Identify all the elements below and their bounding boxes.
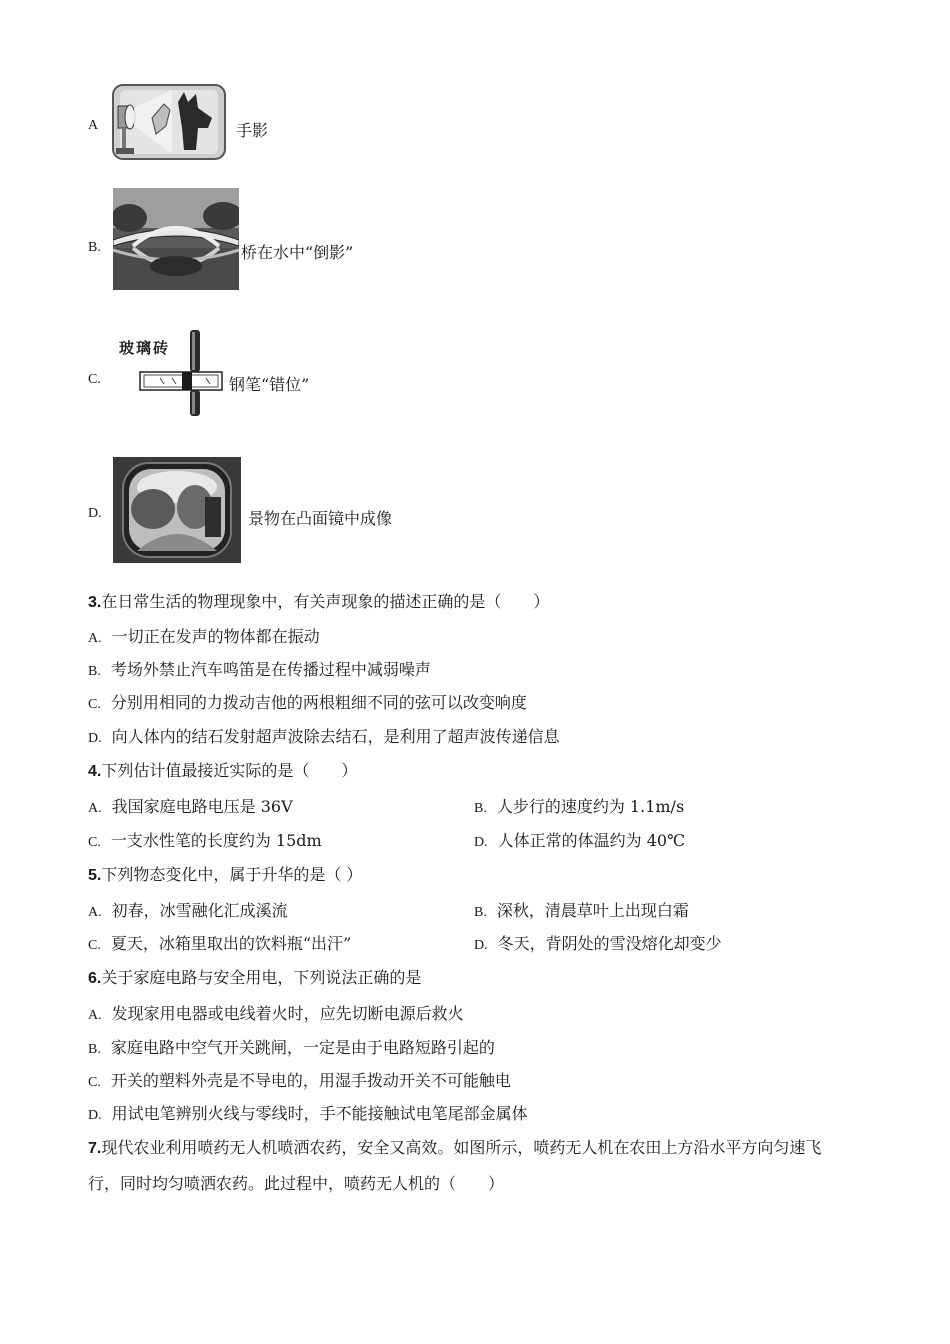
question-7-stem-line2: 行，同时均匀喷洒农药。此过程中，喷药无人机的（ ） [88,1174,505,1193]
question-number: 7. [88,1140,102,1157]
option-b-caption: 桥在水中“倒影” [241,243,354,262]
q5-option-a[interactable]: A. 初春，冰雪融化汇成溪流 [88,901,288,920]
question-6-stem: 6.关于家庭电路与安全用电，下列说法正确的是 [88,968,422,987]
hand-shadow-image [112,84,226,160]
q3-option-b[interactable]: B. 考场外禁止汽车鸣笛是在传播过程中减弱噪声 [88,660,431,679]
glass-brick-label: 玻璃砖 [119,339,171,357]
convex-mirror-image [113,457,241,563]
option-a-letter: A [88,118,99,133]
question-4-stem: 4.下列估计值最接近实际的是（ ） [88,761,358,780]
q6-option-c[interactable]: C. 开关的塑料外壳是不导电的，用湿手拨动开关不可能触电 [88,1071,511,1090]
q4-option-b[interactable]: B. 人步行的速度约为 1.1m/s [474,797,685,816]
question-number: 3. [88,594,102,611]
question-3-stem: 3.在日常生活的物理现象中，有关声现象的描述正确的是（ ） [88,592,550,611]
q3-option-a[interactable]: A. 一切正在发声的物体都在振动 [88,627,320,646]
q6-option-a[interactable]: A. 发现家用电器或电线着火时，应先切断电源后救火 [88,1004,464,1023]
q5-option-b[interactable]: B. 深秋，清晨草叶上出现白霜 [474,901,689,920]
q4-option-c[interactable]: C. 一支水性笔的长度约为 15dm [88,831,322,850]
q4-option-a[interactable]: A. 我国家庭电路电压是 36V [88,797,293,816]
question-number: 4. [88,763,102,780]
q3-option-c[interactable]: C. 分别用相同的力拨动吉他的两根粗细不同的弦可以改变响度 [88,693,527,712]
q6-option-b[interactable]: B. 家庭电路中空气开关跳闸，一定是由于电路短路引起的 [88,1038,495,1057]
q5-option-d[interactable]: D. 冬天，背阴处的雪没熔化却变少 [474,934,722,953]
question-7-stem-line1: 7.现代农业利用喷药无人机喷洒农药，安全又高效。如图所示，喷药无人机在农田上方沿水平方向匀速飞 [88,1138,822,1157]
q4-option-d[interactable]: D. 人体正常的体温约为 40℃ [474,831,685,850]
pen-glass-brick-diagram [134,330,226,416]
option-c-caption: 钢笔“错位” [229,375,310,394]
question-5-stem: 5.下列物态变化中，属于升华的是（ ） [88,865,363,884]
bridge-reflection-image [113,188,239,290]
q6-option-d[interactable]: D. 用试电笔辨别火线与零线时，手不能接触试电笔尾部金属体 [88,1104,528,1123]
question-number: 5. [88,867,102,884]
option-a-caption: 手影 [236,121,269,140]
option-d-letter: D. [88,506,102,521]
q3-option-d[interactable]: D. 向人体内的结石发射超声波除去结石，是利用了超声波传递信息 [88,727,560,746]
option-c-letter: C. [88,372,101,387]
q5-option-c[interactable]: C. 夏天，冰箱里取出的饮料瓶“出汗” [88,934,352,953]
option-d-caption: 景物在凸面镜中成像 [248,509,393,528]
question-number: 6. [88,970,102,987]
option-b-letter: B. [88,240,101,255]
